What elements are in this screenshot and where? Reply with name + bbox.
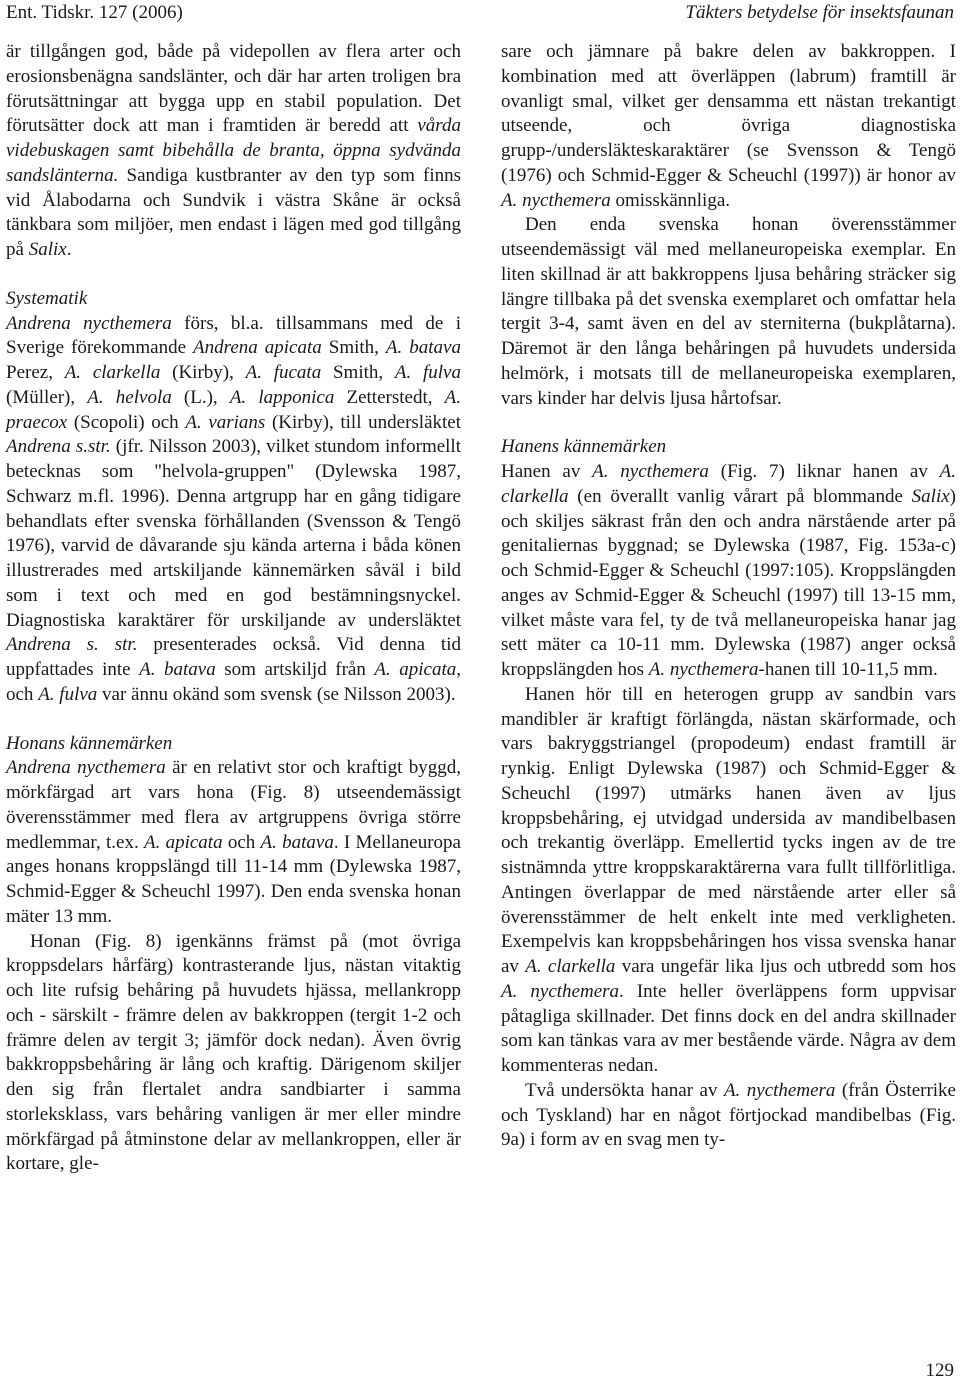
intro-paragraph: är tillgången god, både på videpollen av flera arter och erosionsbenägna sandslänter, och där har arten troligen bra förutsättningar att bygga upp en stabil population. Det förutsätter dock att man i framtiden är beredd att vårda videbuskagen samt bibehålla de branta, öppna sydvända sandslänterna. Sandiga kustbranter av den typ som finns vid Ålabodarna och Sundvik i västra Skåne är också tänkbara som miljöer, men endast i lägen med god tillgång på Salix. bbox=[6, 41, 461, 260]
honan-paragraph-1: Andrena nycthemera är en relativt stor och kraftigt byggd, mörkfärgad art vars hona (Fig. 8) utseendemässigt överensstämmer med flera av artgruppens övriga större medlemmar, t.ex. A. apicata och A. batava. I Mellaneuropa anges honans kroppslängd till 11-14 mm (Dylewska 1987, Schmid-Egger & Scheuchl 1997). Den enda svenska honan mäter 13 mm. bbox=[6, 757, 461, 927]
hanen-paragraph-3: Två undersökta hanar av A. nycthemera (från Österrike och Tyskland) har en något förtjockad mandibelbas (Fig. 9a) i form av en svag men ty- bbox=[501, 1079, 956, 1151]
page-header bbox=[6, 2, 954, 28]
section-heading-honan: Honans kännemärken bbox=[6, 732, 173, 754]
running-title: Täkters betydelse för insektsfaunan bbox=[685, 2, 954, 23]
hanen-paragraph-1: Hanen av A. nycthemera (Fig. 7) liknar hanen av A. clarkella (en överallt vanlig vårart på blommande Salix) och skiljes säkrast från den och andra närstående arter på genitaliernas byggnad; se Dylewska (1987, Fig. 153a-c) och Schmid-Egger & Scheuchl (1997:105). Kroppslängden anges av Schmid-Egger & Scheuchl (1997) till 13-15 mm, vilket måste vara fel, ty de två mellaneuropeiska hanar jag sett mäter ca 10-11 mm. Dylewska (1987) anger också kroppslängden hos A. nycthemera-hanen till 10-11,5 mm. bbox=[501, 461, 956, 680]
page-number: 129 bbox=[925, 1360, 954, 1381]
section-heading-hanen: Hanens kännemärken bbox=[501, 436, 667, 458]
continued-paragraph: sare och jämnare på bakre delen av bakkroppen. I kombination med att överläppen (labrum) framtill är ovanligt smal, vilket ger densamma ett nästan trekantigt utseende, och övriga diagnostiska grupp-/undersläkteskaraktärer (se Svensson & Tengö (1976) och Schmid-Egger & Scheuchl (1997)) är honor av A. nycthemera omisskännliga. bbox=[501, 41, 956, 211]
hanen-paragraph-2: Hanen hör till en heterogen grupp av sandbin vars mandibler är kraftigt förlängda, nästan skärformade, och vars bakryggstriangel (propodeum) endast framtill är rynkig. Enligt Dylewska (1987) och Schmid-Egger & Scheuchl (1997) utmärks hanen även av ljus kroppsbehåring, ej utvidgad undersida av mandibelbasen och trekantig överläpp. Emellertid tycks ingen av de tre sistnämnda yttre kroppskaraktärerna vara fullt tillförlitliga. Antingen överlappar de med närstående arter eller så överensstämmer de helt enkelt inte med verkligheten. Exempelvis kan kroppsbehåringen hos vissa svenska hanar av A. clarkella vara ungefär lika ljus och utbredd som hos A. nycthemera. Inte heller överläppens form uppvisar påtagliga skillnader. Det finns dock en del andra skillnader som kan tänkas vara av mer bestående värde. Några av dem kommenteras nedan. bbox=[501, 683, 956, 1076]
right-column bbox=[501, 40, 956, 1153]
left-column bbox=[6, 40, 461, 1177]
journal-citation: Ent. Tidskr. 127 (2006) bbox=[6, 2, 183, 23]
section-heading-systematik: Systematik bbox=[6, 287, 88, 309]
systematik-paragraph: Andrena nycthemera förs, bl.a. tillsammans med de i Sverige förekommande Andrena apicata Smith, A. batava Perez, A. clarkella (Kirby), A. fucata Smith, A. fulva (Müller), A. helvola (L.), A. lapponica Zetterstedt, A. praecox (Scopoli) och A. varians (Kirby), till undersläktet Andrena s.str. (jfr. Nilsson 2003), vilket stundom informellt betecknas som "helvola-gruppen" (Dylewska 1987, Schwarz m.fl. 1996). Denna artgrupp har en gång tidigare behandlats efter svenska förhållanden (Svensson & Tengö 1976), varvid de dåvarande sju kända arterna i båda könen illustrerades med artskiljande kännemärken såväl i bild som i text och med en god bestämningsnyckel. Diagnostiska karaktärer för urskiljande av undersläktet Andrena s. str. presenterades också. Vid denna tid uppfattades inte A. batava som artskiljd från A. apicata, och A. fulva var ännu okänd som svensk (se Nilsson 2003). bbox=[6, 312, 461, 705]
honan-paragraph-2: Honan (Fig. 8) igenkänns främst på (mot övriga kroppsdelars hårfärg) kontrasterande ljus, nästan vitaktig och lite rufsig behåring på huvudets hjässa, mellankropp och - särskilt - främre delen av bakkroppen (tergit 1-2 och främre delen av tergit 3; jämför dock nedan). Även övrig bakkroppsbehåring är lång och kraftig. Därigenom skiljer den sig från flertalet andra sandbiarter i samma storleksklass, vars behåring vanligen är mer eller mindre mörkfärgad på åtminstone delar av mellankroppen, eller är kortare, gle- bbox=[6, 930, 461, 1175]
comparison-paragraph: Den enda svenska honan överensstämmer utseendemässigt väl med mellaneuropeiska exemplar. En liten skillnad är att bakkroppens ljusa behåring sträcker sig längre tillbaka på det svenska exemplaret och omfattar hela tergit 3-4, samt även en del av sterniterna (bukplåtarna). Däremot är den långa behåringen på huvudets undersida helmörk, i motsats till de mellaneuropeiska exemplaren, vars kinder har delvis ljusa hårtofsar. bbox=[501, 214, 956, 409]
